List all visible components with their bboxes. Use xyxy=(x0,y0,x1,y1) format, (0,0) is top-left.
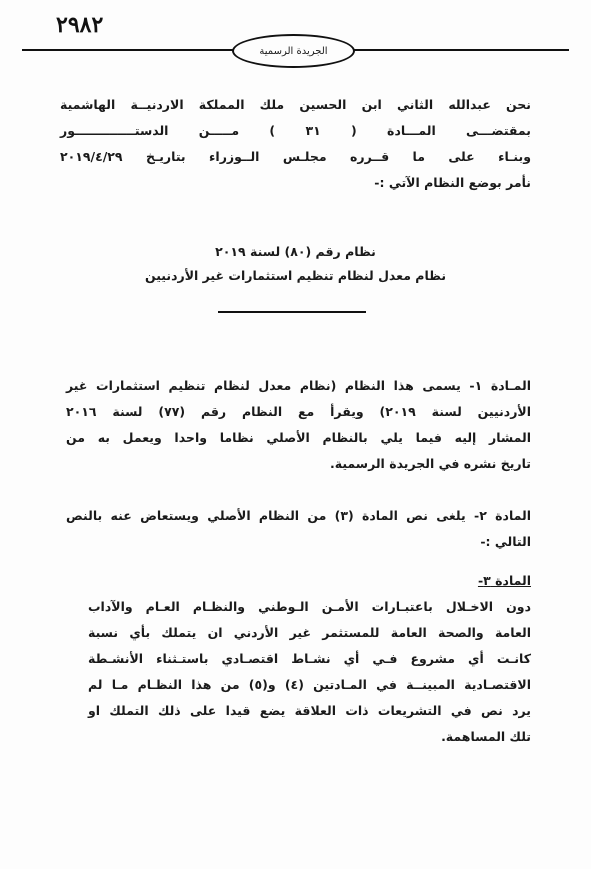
preamble-line: وبنـاء على ما قــرره مجلـس الــوزراء بتاريـخ ٢٠١٩/٤/٢٩ xyxy=(60,149,531,164)
article-1 xyxy=(66,373,531,477)
regulation-title xyxy=(60,240,531,288)
article-1-line: المشار إليه فيما يلي بالنظام الأصلي نظاما واحدا ويعمل به من xyxy=(66,430,531,445)
article-1-line: الأردنيين لسنة ٢٠١٩) ويقرأ مع النظام رقم (٧٧) لسنة ٢٠١٦ xyxy=(66,404,531,419)
preamble-line: نحن عبدالله الثاني ابن الحسين ملك المملكة الاردنيــة الهاشمية xyxy=(60,97,531,112)
article-3-label: المادة ٣- xyxy=(477,573,531,588)
article-3 xyxy=(88,568,531,750)
title-underline xyxy=(218,311,366,313)
page-number: ٢٩٨٢ xyxy=(56,12,104,38)
preamble xyxy=(60,92,531,196)
article-3-line: تلك المساهمة. xyxy=(441,729,531,744)
article-3-line: دون الاخـلال باعتبـارات الأمـن الـوطني والنظـام العـام والآداب xyxy=(88,599,531,614)
gazette-header-emblem xyxy=(232,34,355,68)
preamble-line: بمقتضـــى المـــادة ( ٣١ ) مـــــن الدستــــــــــــــور xyxy=(60,123,531,138)
article-1-line: المـادة ١- يسمى هذا النظام (نظام معدل لنظام تنظيم استثمارات غير xyxy=(66,378,531,393)
article-2-line: المادة ٢- يلغى نص المادة (٣) من النظام الأصلي ويستعاض عنه بالنص xyxy=(66,508,531,523)
gazette-name: الجريدة الرسمية xyxy=(259,45,328,57)
article-3-line: يرد نص في التشريعات ذات العلاقة يضع قيدا على ذلك التملك او xyxy=(88,703,531,718)
article-1-line: تاريخ نشره في الجريدة الرسمية. xyxy=(329,456,531,471)
article-3-line: العامة والصحة العامة للمستثمر غير الأردني ان يتملك بأي نسبة xyxy=(88,625,531,640)
regulation-number: نظام رقم (٨٠) لسنة ٢٠١٩ xyxy=(215,244,376,259)
article-2-line: التالي :- xyxy=(480,534,531,549)
article-3-line: الاقتصـادية المبينــة في المـادتين (٤) و(٥) من هذا النظـام مـا لم xyxy=(88,677,531,692)
regulation-name: نظام معدل لنظام تنظيم استثمارات غير الأردنيين xyxy=(144,268,447,283)
preamble-line: نأمر بوضع النظام الآتي :- xyxy=(374,175,531,190)
article-2 xyxy=(66,503,531,555)
article-3-line: كانـت أي مشروع فـي أي نشـاط اقتصـادي باستـثناء الأنشـطة xyxy=(88,651,531,666)
